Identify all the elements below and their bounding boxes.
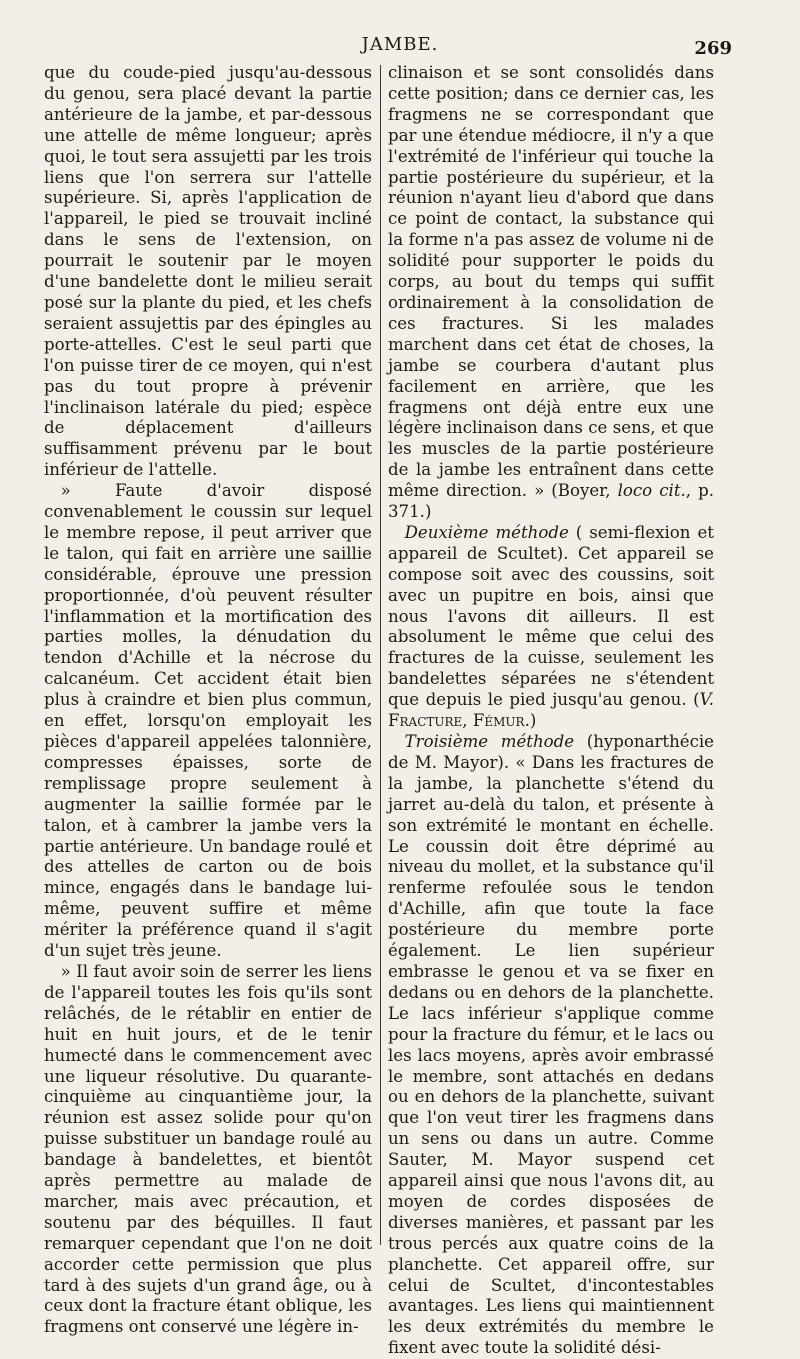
running-head: JAMBE. xyxy=(361,34,439,55)
paragraph-text: Fracture, Fémur.) xyxy=(388,711,537,731)
column-divider xyxy=(380,65,381,1245)
citation-ref: V. xyxy=(699,690,714,710)
paragraph: » Il faut avoir soin de serrer les liens de l'appareil toutes les fois qu'ils sont relâchés, de le rétablir en entier de huit en huit jours, et de le tenir humecté dans le commencement avec une liqueur résolutive. Du quarante-cinquième au cinquantième jour, la réunion est assez solide pour qu'on puisse substituer un bandage roulé au bandage à bandelettes, et bientôt après permettre au malade de marcher, mais avec précaution, et soutenu par des béquilles. Il faut remarquer cependant que l'on ne doit accorder cette permission que plus tard à des sujets d'un grand âge, ou à ceux dont la fracture étant oblique, les fragmens ont conservé une légère in- xyxy=(44,961,372,1337)
right-column xyxy=(388,63,714,1359)
paragraph xyxy=(388,523,714,732)
paragraph: » Faute d'avoir disposé convenablement le coussin sur lequel le membre repose, il peut arriver que le talon, qui fait en arrière une saillie considérable, éprouve une pression proportionnée, d'où peuvent résulter l'inflammation et la mortification des parties molles, la dénudation du tendon d'Achille et la nécrose du calcanéum. Cet accident était bien plus à craindre et bien plus commun, en effet, lorsqu'on employait les pièces d'appareil appelées talonnière, compresses épaisses, sorte de remplissage propre seulement à augmenter la saillie formée par le talon, et à cambrer la jambe vers la partie antérieure. Un bandage roulé et des attelles de carton ou de bois mince, engagés dans le bandage lui-même, peuvent suffire et même mériter la préférence quand il s'agit d'un sujet très jeune. xyxy=(44,481,372,961)
paragraph-text: ( semi-flexion et appareil de Scultet). Cet appareil se compose soit avec des coussins, soit avec un pupitre en bois, ainsi que nous l'avons dit ailleurs. Il est absolument le même que celui des fractures de la cuisse, seulement les bandelettes séparées ne s'étendent que depuis le pied jusqu'au genou. ( xyxy=(388,522,714,710)
paragraph-text: (hyponarthécie de M. Mayor). « Dans les fractures de la jambe, la planchette s'étend du jarret au-delà du talon, et présente à son extrémité le montant en échelle. Le coussin doit être déprimé au niveau du mollet, et la substance qu'il renferme refoulée sous le tendon d'Achille, afin que toute la face postérieure du membre porte également. Le lien supérieur embrasse le genou et va se fixer en dedans ou en dehors de la planchette. Le lacs inférieur s'applique comme pour la fracture du fémur, et le lacs ou les lacs moyens, après avoir embrassé le membre, sont attachés en dedans ou en dehors de la planchette, suivant que l'on veut tirer les fragmens dans un sens ou dans un autre. Comme Sauter, M. Mayor suspend cet appareil ainsi que nous l'avons dit, au moyen de cordes disposées de diverses manières, et passant par les trous percés aux quatre coins de la planchette. Cet appareil offre, sur celui de Scultet, d'incontestables avantages. Les liens qui maintiennent les deux extrémités du membre le fixent avec toute la solidité dési- xyxy=(388,732,714,1358)
paragraph xyxy=(388,63,714,523)
page-number: 269 xyxy=(694,38,732,59)
method-label: Deuxième méthode xyxy=(404,522,569,542)
paragraph-text: clinaison et se sont consolidés dans cette position; dans ce dernier cas, les fragmens ne se correspondant que par une étendue médiocre, il n'y a que l'extrémité de l'inférieur qui touche la partie postérieure du supérieur, et la réunion n'ayant lieu d'abord que dans ce point de contact, la substance qui la forme n'a pas assez de volume ni de solidité pour supporter le poids du corps, au bout du temps qui suffit ordinairement à la consolidation de ces fractures. Si les malades marchent dans cet état de choses, la jambe se courbera d'autant plus facilement en arrière, que les fragmens ont déjà entre eux une légère inclinaison dans ce sens, et que les muscles de la partie postérieure de la jambe les entraînent dans cette même direction. » (Boyer, xyxy=(388,63,714,501)
left-column xyxy=(44,63,372,1338)
paragraph xyxy=(388,732,714,1359)
paragraph-text: , p. 371.) xyxy=(388,481,714,522)
method-label: Troisième méthode xyxy=(404,732,575,751)
paragraph: que du coude-pied jusqu'au-dessous du genou, sera placé devant la partie antérieure de la jambe, et par-dessous une attelle de même longueur; après quoi, le tout sera assujetti par les trois liens que l'on serrera sur l'attelle supérieure. Si, après l'application de l'appareil, le pied se trouvait incliné dans le sens de l'extension, on pourrait le soutenir par le moyen d'une bandelette dont le milieu serait posé sur la plante du pied, et les chefs seraient assujettis par des épingles au porte-attelles. C'est le seul parti que l'on puisse tirer de ce moyen, qui n'est pas du tout propre à prévenir l'inclinaison latérale du pied; espèce de déplacement d'ailleurs suffisamment prévenu par le bout inférieur de l'attelle. xyxy=(44,63,372,480)
page-header xyxy=(0,30,800,60)
citation-ref: loco cit. xyxy=(617,481,686,501)
